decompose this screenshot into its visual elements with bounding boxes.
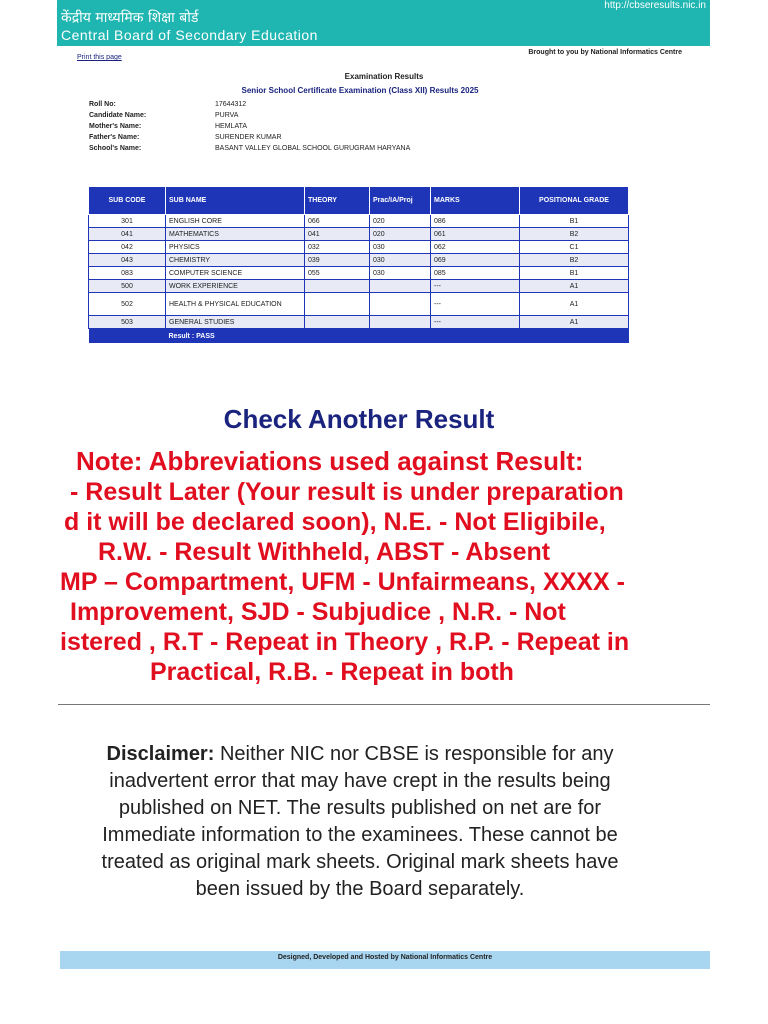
sub-code: 042 — [89, 241, 166, 254]
sub-code: 500 — [89, 280, 166, 293]
table-row — [89, 215, 629, 228]
name-label: Candidate Name: — [89, 112, 147, 119]
col-marks: MARKS — [431, 187, 520, 215]
col-grade: POSITIONAL GRADE — [520, 187, 629, 215]
theory-marks: 055 — [305, 267, 370, 280]
sub-name: WORK EXPERIENCE — [166, 280, 305, 293]
result-row — [89, 329, 629, 344]
practical-marks — [370, 316, 431, 329]
sub-name: COMPUTER SCIENCE — [166, 267, 305, 280]
marks-table — [88, 186, 629, 343]
sub-code: 301 — [89, 215, 166, 228]
positional-grade: C1 — [520, 241, 629, 254]
total-marks: --- — [431, 316, 520, 329]
footer-credit: Designed, Developed and Hosted by National Informatics Centre — [60, 951, 710, 969]
note-line: R.W. - Result Withheld, ABST - Absent — [98, 538, 551, 566]
sub-name: CHEMISTRY — [166, 254, 305, 267]
name-row — [89, 110, 515, 121]
result-status — [166, 329, 629, 344]
practical-marks — [370, 280, 431, 293]
total-marks: --- — [431, 280, 520, 293]
result-value: PASS — [196, 332, 215, 340]
positional-grade: B2 — [520, 228, 629, 241]
brought-by-text: Brought to you by National Informatics Centre — [528, 49, 682, 56]
father-row — [89, 132, 515, 143]
name-value: PURVA — [215, 112, 239, 119]
roll-label: Roll No: — [89, 101, 116, 108]
theory-marks: 032 — [305, 241, 370, 254]
col-theory: THEORY — [305, 187, 370, 215]
theory-marks: 039 — [305, 254, 370, 267]
site-url: http://cbseresults.nic.in — [604, 0, 706, 11]
sub-name: GENERAL STUDIES — [166, 316, 305, 329]
theory-marks: 041 — [305, 228, 370, 241]
marks-header-row — [89, 187, 629, 215]
total-marks: 069 — [431, 254, 520, 267]
sub-code: 083 — [89, 267, 166, 280]
positional-grade: A1 — [520, 280, 629, 293]
sub-name: HEALTH & PHYSICAL EDUCATION — [166, 293, 305, 316]
theory-marks — [305, 280, 370, 293]
positional-grade: B1 — [520, 267, 629, 280]
note-line: Improvement, SJD - Subjudice , N.R. - Not — [70, 598, 566, 626]
positional-grade: B1 — [520, 215, 629, 228]
result-label: Result : — [168, 332, 195, 340]
disclaimer-label: Disclaimer: — [106, 743, 215, 765]
mother-value: HEMLATA — [215, 123, 248, 130]
father-value: SURENDER KUMAR — [215, 134, 282, 141]
total-marks: 086 — [431, 215, 520, 228]
positional-grade: B2 — [520, 254, 629, 267]
header-banner — [57, 0, 710, 46]
practical-marks: 020 — [370, 215, 431, 228]
sub-code: 041 — [89, 228, 166, 241]
total-marks: --- — [431, 293, 520, 316]
sub-name: ENGLISH CORE — [166, 215, 305, 228]
theory-marks — [305, 293, 370, 316]
col-sub-code: SUB CODE — [89, 187, 166, 215]
school-row — [89, 143, 515, 154]
total-marks: 062 — [431, 241, 520, 254]
table-row — [89, 254, 629, 267]
total-marks: 085 — [431, 267, 520, 280]
result-spacer — [89, 329, 166, 344]
mother-label: Mother's Name: — [89, 123, 142, 130]
theory-marks: 066 — [305, 215, 370, 228]
table-row — [89, 293, 629, 316]
note-heading: Note: Abbreviations used against Result: — [76, 446, 584, 476]
positional-grade: A1 — [520, 316, 629, 329]
practical-marks: 030 — [370, 241, 431, 254]
sub-code: 503 — [89, 316, 166, 329]
table-row — [89, 228, 629, 241]
board-name-english: Central Board of Secondary Education — [61, 27, 318, 43]
note-line: istered , R.T - Repeat in Theory , R.P. - Repeat in — [60, 628, 630, 656]
positional-grade: A1 — [520, 293, 629, 316]
school-label: School's Name: — [89, 145, 142, 152]
school-value: BASANT VALLEY GLOBAL SCHOOL GURUGRAM HARYANA — [215, 145, 411, 152]
note-line: Practical, R.B. - Repeat in both — [150, 658, 514, 686]
table-row — [89, 241, 629, 254]
sub-name: MATHEMATICS — [166, 228, 305, 241]
check-another-result-link[interactable]: Check Another Result — [223, 404, 495, 434]
note-line: MP – Compartment, UFM - Unfairmeans, XXXX - — [60, 568, 625, 596]
note-line: - Result Later (Your result is under preparation — [70, 478, 624, 506]
table-row — [89, 280, 629, 293]
exam-title: Examination Results — [344, 72, 424, 81]
note-line: d it will be declared soon), N.E. - Not Eligibile, — [64, 508, 606, 536]
total-marks: 061 — [431, 228, 520, 241]
col-practical: Prac/IA/Proj — [370, 187, 431, 215]
mother-row — [89, 121, 515, 132]
table-row — [89, 267, 629, 280]
board-name-hindi: केंद्रीय माध्यमिक शिक्षा बोर्ड — [61, 10, 199, 26]
disclaimer-text: Neither NIC nor CBSE is responsible for any inadvertent error that may have crept in the results being published on NET. The results published on net are for Immediate information to the examinees. These cannot be treated as original mark sheets. Original mark sheets have been issued by the Board separately. — [101, 743, 619, 900]
col-sub-name: SUB NAME — [166, 187, 305, 215]
sub-name: PHYSICS — [166, 241, 305, 254]
divider — [58, 704, 710, 705]
practical-marks: 020 — [370, 228, 431, 241]
roll-value: 17644312 — [215, 101, 247, 108]
theory-marks — [305, 316, 370, 329]
sub-code: 043 — [89, 254, 166, 267]
roll-row — [89, 99, 515, 110]
practical-marks: 030 — [370, 254, 431, 267]
exam-subtitle: Senior School Certificate Examination (Class XII) Results 2025 — [241, 86, 479, 95]
print-page-link[interactable]: Print this page — [77, 54, 122, 61]
practical-marks — [370, 293, 431, 316]
practical-marks: 030 — [370, 267, 431, 280]
father-label: Father's Name: — [89, 134, 140, 141]
table-row — [89, 316, 629, 329]
sub-code: 502 — [89, 293, 166, 316]
disclaimer — [80, 741, 640, 903]
candidate-info — [89, 99, 515, 154]
